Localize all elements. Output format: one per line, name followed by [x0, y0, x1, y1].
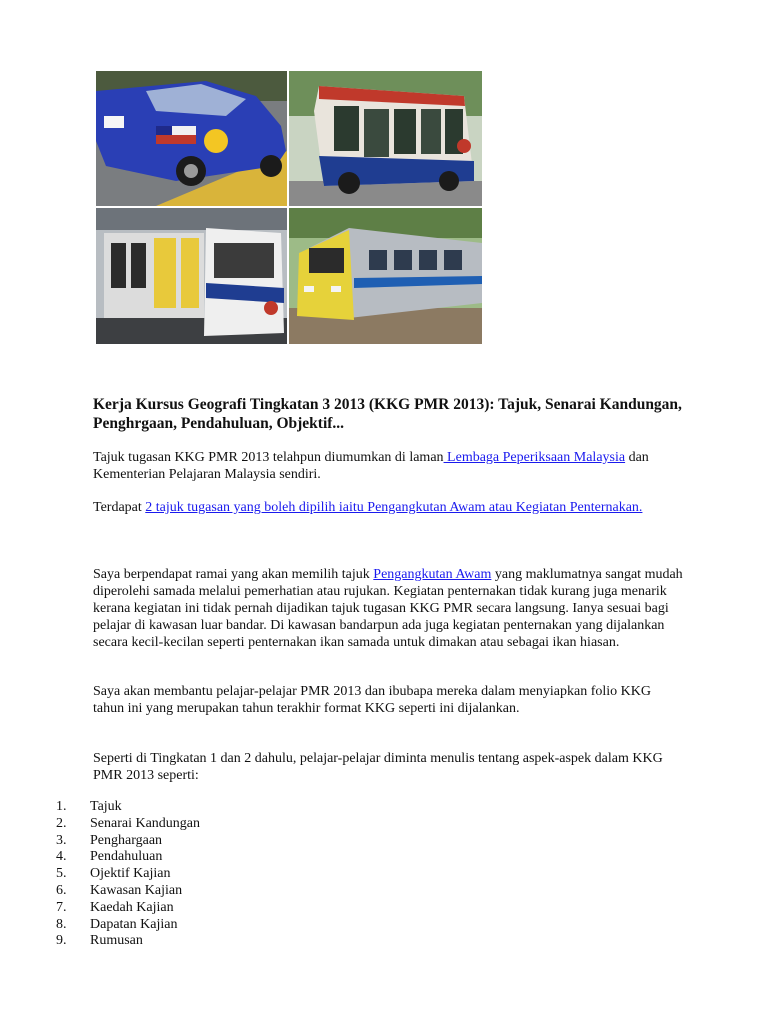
list-text: Dapatan Kajian	[90, 916, 178, 932]
paragraph-aspects: Seperti di Tingkatan 1 dan 2 dahulu, pelajar-pelajar diminta menulis tentang aspek-aspek dalam KKG PMR 2013 seperti:	[93, 751, 663, 783]
lrt-train-photo	[96, 208, 287, 344]
list-text: Kaedah Kajian	[90, 899, 174, 915]
list-number: 6.	[56, 882, 67, 898]
ktm-train-photo	[289, 208, 482, 344]
list-number: 7.	[56, 899, 67, 915]
bus-photo	[289, 71, 482, 206]
list-text: Pendahuluan	[90, 849, 163, 865]
taxi-photo	[96, 71, 287, 206]
paragraph-text: yang maklumatnya sangat mudah diperolehi samada melalui pemerhatian atau rujukan. Kegiatan penternakan tidak kurang juga menarik kerana kegiatan ini tidak pernah dijadikan tajuk tugasan KKG PMR secara langsung. Ianya sesuai bagi pelajar di kawasan luar bandar. Di kawasan bandarpun ada juga kegiatan penternakan yang dijalankan secara kecil-kecilan seperti penternakan ikan samada untuk dimakan atau sebagai ikan hiasan.	[93, 567, 683, 650]
paragraph-help: Saya akan membantu pelajar-pelajar PMR 2013 dan ibubapa mereka dalam menyiapkan folio KKG tahun ini yang merupakan tahun terakhir format KKG seperti ini dijalankan.	[93, 684, 651, 716]
article-title: Kerja Kursus Geografi Tingkatan 3 2013 (KKG PMR 2013): Tajuk, Senarai Kandungan, Penghrgaan, Pendahuluan, Objektif...	[93, 396, 682, 432]
list-text: Senarai Kandungan	[90, 815, 201, 831]
transport-photo-collage	[96, 71, 482, 344]
list-text: Penghargaan	[90, 832, 163, 848]
list-number: 9.	[56, 933, 67, 949]
list-number: 4.	[56, 849, 67, 865]
list-text: Tajuk	[90, 799, 122, 814]
paragraph-topics	[93, 499, 683, 516]
paragraph-text: Tajuk tugasan KKG PMR 2013 telahpun diumumkan di laman	[93, 450, 444, 465]
list-text: Rumusan	[90, 933, 143, 949]
list-text: Ojektif Kajian	[90, 866, 171, 882]
paragraph-opinion	[93, 566, 683, 651]
list-text: Kawasan Kajian	[90, 882, 183, 898]
lembaga-peperiksaan-link[interactable]: Lembaga Peperiksaan Malaysia	[443, 450, 626, 465]
topics-link[interactable]: 2 tajuk tugasan yang boleh dipilih iaitu Pengangkutan Awam atau Kegiatan Penternakan.	[145, 500, 643, 515]
paragraph-announcement	[93, 449, 683, 483]
pengangkutan-awam-link[interactable]: Pengangkutan Awam	[373, 567, 492, 582]
list-number: 1.	[56, 799, 67, 814]
paragraph-text: Saya berpendapat ramai yang akan memilih tajuk	[93, 567, 374, 582]
paragraph-text: Terdapat	[93, 500, 146, 515]
list-number: 5.	[56, 866, 67, 882]
list-number: 8.	[56, 916, 67, 932]
list-number: 2.	[56, 815, 67, 831]
list-number: 3.	[56, 832, 67, 848]
paragraph-text: dan Kementerian Pelajaran Malaysia sendiri.	[93, 450, 649, 482]
